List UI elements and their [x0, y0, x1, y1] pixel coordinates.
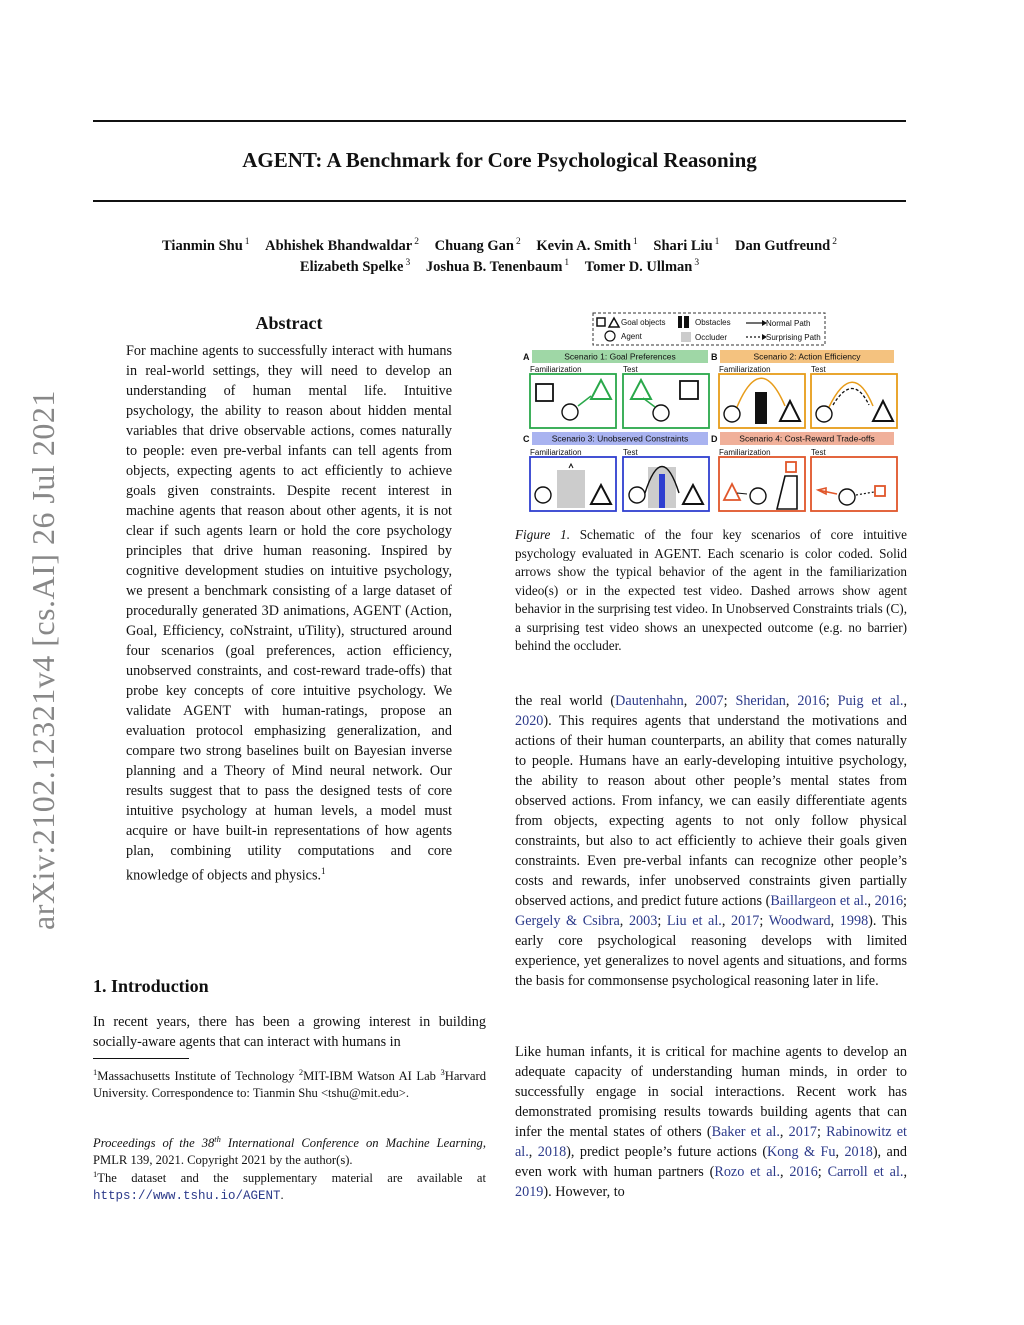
panel-a-goal-preferences [523, 350, 709, 428]
panel-letter: C [523, 434, 530, 444]
citation-link[interactable]: 2019 [515, 1184, 544, 1200]
intro-heading: 1. Introduction [93, 976, 209, 996]
citation-link[interactable]: 2017 [788, 1124, 818, 1140]
citation-link[interactable]: 2016 [874, 893, 904, 909]
panel-d-cost-reward [711, 432, 897, 511]
citation-link[interactable]: 2016 [789, 1164, 818, 1180]
citation-link[interactable]: 2003 [628, 913, 658, 929]
panel-subtitle: Familiarization [719, 365, 771, 374]
author: Kevin A. Smith $^1$ [536, 237, 638, 254]
panel-subtitle: Test [811, 448, 826, 457]
body-paragraph: Like human infants, it is critical for machine agents to develop an adequate capacity of understanding human minds, in order to successfully engage in social interactions. Recent work has demonstrated promising results towards building agents that can infer the mental states of others (Baker et al., 2017; Rabinowitz et al., 2018), predict people’s future actions (Kong & Fu, 2018), and even work with human partners (Rozo et al., 2016; Carroll et al., 2019). However, to [515, 1044, 908, 1200]
body-paragraph: the real world (Dautenhahn, 2007; Sheridan, 2016; Puig et al., 2020). This requires agents that understand the motivations and actions of their human counterparts, an ability that comes naturally to people. Humans have an early-developing intuitive psychology, the ability to reason about other people’s mental states from observed actions. From infancy, we can easily differentiate agents from objects, expecting agents to not only follow physical constraints, but also to act efficiently to achieve their goals given constraints. Even pre-verbal infants can recognize other people’s costs and rewards, infer unobserved constraints given partially observed actions, and predict future actions (Baillargeon et al., 2016; Gergely & Csibra, 2003; Liu et al., 2017; Woodward, 1998). This early core psychological reasoning develops with limited experience, yet generalizes to novel agents and situations, and forms the basis for commonsense psychological reasoning later in life. [515, 693, 908, 989]
figure-caption: Figure 1. Schematic of the four key scenarios of core intuitive psychology evaluated in AGENT. Each scenario is color coded. Solid arrows show the typical behavior of the agent in the familiarization video(s) or in the expected test video. Dashed arrows show agent behavior in the surprising test video. In Unobserved Constraints trials (C), a surprising test video shows an unexpected outcome (e.g. no barrier) behind the occluder. [515, 527, 908, 653]
citation-link[interactable]: Puig et al. [837, 693, 904, 709]
legend-agent: Agent [621, 332, 642, 341]
obstacle-icon [684, 316, 689, 328]
goal-triangle-icon [609, 318, 619, 327]
legend-normal-path: Normal Path [766, 319, 811, 328]
panel-b-action-efficiency [711, 350, 897, 428]
author-list-line-2 [93, 258, 906, 276]
title-rule-top [93, 120, 906, 122]
footnote-rule [93, 1058, 189, 1059]
author: Joshua B. Tenenbaum $^1$ [425, 258, 570, 275]
panel-title: Scenario 2: Action Efficiency [753, 351, 861, 362]
panel-letter: D [711, 434, 718, 444]
citation-link[interactable]: Baker et al. [711, 1124, 780, 1140]
citation-link[interactable]: Liu et al. [666, 913, 722, 929]
panel-title: Scenario 4: Cost-Reward Trade-offs [739, 433, 875, 444]
citation-link[interactable]: Woodward [768, 913, 831, 929]
arxiv-stamp: arXiv:2102.12321v4 [cs.AI] 26 Jul 2021 [25, 390, 61, 930]
agent-icon [605, 331, 615, 341]
citation-link[interactable]: Gergely & Csibra [515, 913, 620, 929]
figure-label: Figure 1. [515, 527, 570, 542]
figure-1 [515, 310, 905, 520]
author: Dan Gutfreund $^2$ [735, 237, 837, 254]
legend-surprising-path: Surprising Path [766, 333, 821, 342]
panel-letter: A [523, 352, 530, 362]
author-list-line-1 [93, 237, 906, 255]
citation-link[interactable]: Carroll et al. [827, 1164, 904, 1180]
citation-link[interactable]: 2016 [797, 693, 826, 709]
figure-legend [593, 313, 825, 345]
obstacle-icon [678, 316, 682, 328]
legend-occluder: Occluder [695, 333, 728, 342]
author: Tianmin Shu $^1$ [162, 237, 250, 254]
legend-goal-objects: Goal objects [621, 318, 666, 327]
author: Chuang Gan $^2$ [434, 237, 521, 254]
author: Abhishek Bhandwaldar $^2$ [265, 237, 419, 254]
citation-link[interactable]: 2018 [537, 1144, 567, 1160]
author: Shari Liu $^1$ [653, 237, 720, 254]
panel-subtitle: Familiarization [530, 448, 582, 457]
panel-letter: B [711, 352, 718, 362]
legend-obstacles: Obstacles [695, 318, 731, 327]
panel-c-unobserved-constraints [523, 432, 709, 511]
intro-paragraph: In recent years, there has been a growing interest in building socially-aware agents that can interact with humans in [93, 1014, 486, 1050]
panel-title: Scenario 1: Goal Preferences [564, 351, 676, 362]
occluder-icon [681, 332, 691, 342]
panel-subtitle: Test [623, 448, 638, 457]
citation-link[interactable]: 2017 [731, 913, 760, 929]
goal-square-icon [597, 318, 605, 326]
panel-subtitle: Familiarization [530, 365, 582, 374]
abstract-body: For machine agents to successfully interact with humans in real-world settings, they will need to develop an understanding of human mental life. Intuitive psychology, the ability to reason about hidden mental variables that drive observable actions, comes naturally to people: even pre-verbal infants can tell agents from objects, expecting agents to act efficiently to achieve goals given constraints. Despite recent interest in machine agents that reason about other agents, it is not clear if such agents learn or hold the core psychology principles that drive human reasoning. Inspired by cognitive development studies on intuitive psychology, we present a benchmark consisting of a large dataset of procedurally generated 3D animations, AGENT (Action, Goal, Efficiency, coNstraint, uTility), structured around four scenarios (goal preferences, action efficiency, unobserved constraints, and cost-reward trade-offs) that probe key concepts of core intuitive psychology. We validate AGENT with human-ratings, propose an evaluation protocol emphasizing generalization, and compare two strong baselines built on Bayesian inverse planning and a Theory of Mind neural network. Our results suggest that to pass the designed tests of core intuitive psychology at human levels, a model must acquire or have built-in representations of how agents plan, combining utility computations and core knowledge of objects and physics.$^1$ [126, 343, 452, 884]
title-rule-bottom [93, 200, 906, 202]
panel-title: Scenario 3: Unobserved Constraints [551, 433, 689, 444]
footnote-proceedings: Proceedings of the 38th International Conference on Machine Learning, PMLR 139, 2021. Copyright 2021 by the author(s). [93, 1134, 486, 1168]
citation-link[interactable]: 1998 [839, 913, 869, 929]
citation-link[interactable]: Kong & Fu [767, 1144, 836, 1160]
panel-subtitle: Familiarization [719, 448, 771, 457]
citation-link[interactable]: 2018 [844, 1144, 873, 1160]
author: Elizabeth Spelke $^3$ [299, 258, 411, 275]
citation-link[interactable]: 2020 [515, 713, 544, 729]
citation-link[interactable]: 2007 [695, 693, 724, 709]
citation-link[interactable]: Dautenhahn [615, 693, 684, 709]
citation-link[interactable]: Rozo et al. [714, 1164, 781, 1180]
footnote-affiliations: $^1$Massachusetts Institute of Technology $^2$MIT-IBM Watson AI Lab $^3$Harvard University. Correspondence to: Tianmin Shu <tshu@mit.edu>. [93, 1067, 486, 1101]
author: Tomer D. Ullman $^3$ [584, 258, 700, 275]
citation-link[interactable]: Rabinowitz et al. [515, 1124, 907, 1160]
panel-subtitle: Test [811, 365, 826, 374]
paper-title: AGENT: A Benchmark for Core Psychological Reasoning [242, 148, 757, 172]
dataset-link[interactable]: https://www.tshu.io/AGENT [93, 1189, 281, 1204]
footnote-dataset: $^1$The dataset and the supplementary material are available at https://www.tshu.io/AGENT. [93, 1169, 486, 1204]
citation-link[interactable]: Sheridan [735, 693, 786, 709]
abstract-heading: Abstract [255, 313, 323, 333]
footnote-marker[interactable]: 1 [321, 866, 326, 876]
citation-link[interactable]: Baillargeon et al. [770, 893, 868, 909]
panel-subtitle: Test [623, 365, 638, 374]
